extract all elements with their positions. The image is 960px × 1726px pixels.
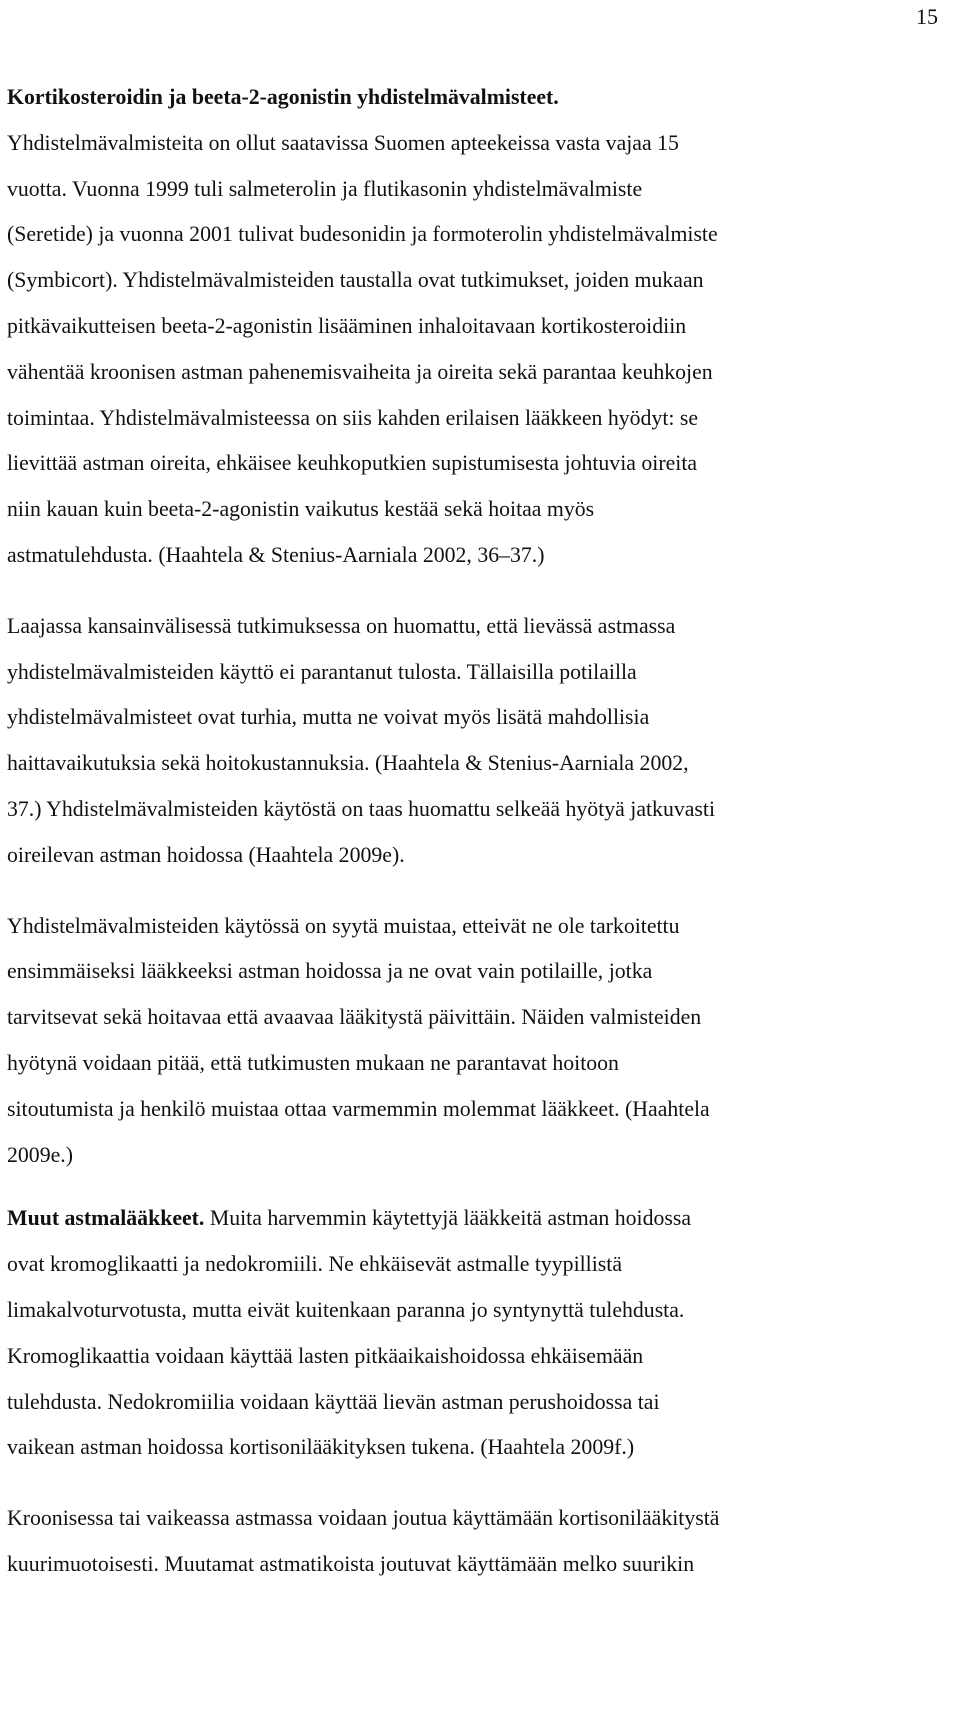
text-line: 2009e.) xyxy=(7,1142,73,1167)
text-line: 37.) Yhdistelmävalmisteiden käytöstä on taas huomattu selkeää hyötyä jatkuvasti xyxy=(7,796,716,821)
section-heading-combination: Kortikosteroidin ja beeta-2-agonistin yhdistelmävalmisteet. xyxy=(7,85,559,109)
text-line: (Symbicort). Yhdistelmävalmisteiden taustalla ovat tutkimukset, joiden mukaan xyxy=(7,268,704,293)
paragraph-study xyxy=(7,604,947,879)
text-line: kuurimuotoisesti. Muutamat astmatikoista joutuvat käyttämään melko suurikin xyxy=(7,1551,695,1576)
text-line: Kromoglikaattia voidaan käyttää lasten pitkäaikaishoidossa ehkäisemään xyxy=(7,1343,644,1368)
text-line: oireilevan astman hoidossa (Haahtela 2009e). xyxy=(7,842,405,867)
text-line: limakalvoturvotusta, mutta eivät kuitenkaan paranna jo syntynyttä tulehdusta. xyxy=(7,1297,685,1322)
text-line: Yhdistelmävalmisteiden käytössä on syytä muistaa, etteivät ne ole tarkoitettu xyxy=(7,913,680,938)
text-line: sitoutumista ja henkilö muistaa ottaa varmemmin molemmat lääkkeet. (Haahtela xyxy=(7,1096,710,1121)
text-line: Laajassa kansainvälisessä tutkimuksessa on huomattu, että lievässä astmassa xyxy=(7,613,676,638)
text-line: vaikean astman hoidossa kortisonilääkityksen tukena. (Haahtela 2009f.) xyxy=(7,1435,635,1460)
text-line: tulehdusta. Nedokromiilia voidaan käyttää lievän astman perushoidossa tai xyxy=(7,1389,660,1414)
text-line: vuotta. Vuonna 1999 tuli salmeterolin ja flutikasonin yhdistelmävalmiste xyxy=(7,176,643,201)
text-line: hyötynä voidaan pitää, että tutkimusten mukaan ne parantavat hoitoon xyxy=(7,1050,619,1075)
text-line: yhdistelmävalmisteet ovat turhia, mutta ne voivat myös lisätä mahdollisia xyxy=(7,705,650,730)
text-line: ensimmäiseksi lääkkeeksi astman hoidossa ja ne ovat vain potilaille, jotka xyxy=(7,959,653,984)
document-body xyxy=(7,75,947,1588)
section-heading-other: Muut astmalääkkeet. xyxy=(7,1206,205,1231)
paragraph-other-drugs xyxy=(7,1196,947,1471)
text-line: pitkävaikutteisen beeta-2-agonistin lisääminen inhaloitavaan kortikosteroidiin xyxy=(7,313,687,338)
paragraph-chronic xyxy=(7,1496,947,1588)
text-line: tarvitsevat sekä hoitavaa että avaavaa lääkitystä päivittäin. Näiden valmisteiden xyxy=(7,1005,702,1030)
text-line xyxy=(7,1196,947,1242)
text-line: yhdistelmävalmisteiden käyttö ei parantanut tulosta. Tällaisilla potilailla xyxy=(7,659,637,684)
page-number: 15 xyxy=(916,4,938,29)
text-line: ovat kromoglikaatti ja nedokromiili. Ne ehkäisevät astmalle tyypillistä xyxy=(7,1252,623,1277)
text-line: (Seretide) ja vuonna 2001 tulivat budesonidin ja formoterolin yhdistelmävalmiste xyxy=(7,222,718,247)
text-line: Kroonisessa tai vaikeassa astmassa voidaan joutua käyttämään kortisonilääkitystä xyxy=(7,1506,720,1531)
paragraph-combination-drugs xyxy=(7,75,947,579)
text-line: astmatulehdusta. (Haahtela & Stenius-Aarniala 2002, 36–37.) xyxy=(7,542,545,567)
paragraph-usage xyxy=(7,904,947,1179)
text-line: niin kauan kuin beeta-2-agonistin vaikutus kestää sekä hoitaa myös xyxy=(7,497,595,522)
text-line: Yhdistelmävalmisteita on ollut saatavissa Suomen apteekeissa vasta vajaa 15 xyxy=(7,130,679,155)
text-line: lievittää astman oireita, ehkäisee keuhkoputkien supistumisesta johtuvia oireita xyxy=(7,451,698,476)
text-line: vähentää kroonisen astman pahenemisvaiheita ja oireita sekä parantaa keuhkojen xyxy=(7,359,713,384)
text-line: toimintaa. Yhdistelmävalmisteessa on siis kahden erilaisen lääkkeen hyödyt: se xyxy=(7,405,699,430)
text-line: haittavaikutuksia sekä hoitokustannuksia. (Haahtela & Stenius-Aarniala 2002, xyxy=(7,751,689,776)
text-run: Muita harvemmin käytettyjä lääkkeitä astman hoidossa xyxy=(204,1206,692,1231)
